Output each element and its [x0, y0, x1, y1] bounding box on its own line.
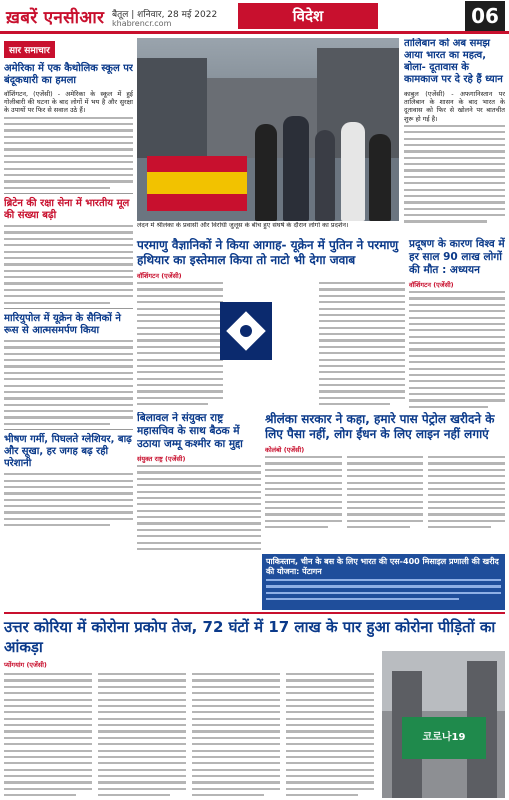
left-text-lines-3	[4, 340, 133, 425]
left-headline-4: भीषण गर्मी, पिघलते ग्लेशियर, बाढ़ और सूखा, हर जगह बढ़ रही परेशानी	[4, 434, 132, 470]
photo-caption: लंदन में श्रीलंका के प्रवासी और विरोधी जुलूस के बीच हुए संघर्ष के दौरान लोगों का प्रदर्शन।	[137, 222, 349, 229]
left-text-lines-2	[4, 225, 133, 304]
bilawal-story	[137, 412, 261, 550]
taliban-headline: तालिबान को अब समझ आया भारत का महत्व, बोला- दूतावास के कामकाज पर दे रहे हैं ध्यान	[404, 38, 503, 85]
pentagon-headline: पाकिस्तान, चीन के बस के लिए भारत की एस-400 मिसाइल प्रणाली की खरीद की योजना: पेंटागन	[266, 557, 499, 576]
bilawal-byline: संयुक्त राष्ट्र (एजेंसी)	[137, 455, 186, 463]
site-url: khabrencr.com	[112, 19, 172, 28]
left-headline-1: अमेरिका में एक कैथोलिक स्कूल पर बंदूकधारी का हमला	[4, 63, 133, 86]
taliban-body: काबुल (एजेंसी) - अफगानिस्तान पर तालिबान के शासन के बाद भारत के दूतावास को फिर से खोलने पर बातचीत शुरू हो गई है।	[404, 90, 505, 123]
pollution-headline: प्रदूषण के कारण विश्व में हर साल 90 लाख लोगों की मौत : अध्ययन	[409, 238, 505, 276]
left-text-lines-4	[4, 473, 133, 526]
pentagon-banner	[262, 554, 505, 610]
sri-lanka-byline: कोलंबो (एजेंसी)	[265, 446, 305, 454]
protest-photo	[137, 38, 399, 221]
north-korea-headline: उत्तर कोरिया में कोरोना प्रकोप तेज, 72 घंटों में 17 लाख के पार हुआ कोरोना पीड़ितों का आंकड़ा	[4, 618, 496, 656]
left-divider	[4, 429, 133, 430]
korea-building-photo	[382, 651, 505, 798]
pentagon-text-lines	[266, 579, 501, 600]
sri-lanka-text-columns	[265, 456, 505, 533]
nato-byline: वॉशिंगटन (एजेंसी)	[137, 272, 182, 280]
sri-lanka-headline: श्रीलंका सरकार ने कहा, हमारे पास पेट्रोल खरीदने के लिए पैसा नहीं, लोग ईंधन के लिए लाइन नहीं लगाएं	[265, 412, 495, 441]
bilawal-text-lines	[137, 465, 261, 550]
left-divider	[4, 308, 133, 309]
bilawal-headline: बिलावल ने संयुक्त राष्ट्र महासचिव के साथ बैठक में उठाया जम्मू कश्मीर का मुद्दा	[137, 412, 243, 450]
left-divider	[4, 193, 133, 194]
nato-headline: परमाणु वैज्ञानिकों ने किया आगाह- यूक्रेन में पुतिन ने परमाणु हथियार का इस्तेमाल किया तो नाटो भी देगा जवाब	[137, 238, 399, 267]
pollution-text-lines	[409, 291, 505, 408]
left-text-lines-1	[4, 117, 133, 189]
section-title: विदेश	[238, 3, 378, 29]
left-body-1: वॉशिंगटन, (एजेंसी) - अमेरिका के स्कूल में हुई गोलीबारी की घटना के बाद लोगों में भय है और सुरक्षा के उपायों पर फिर से सवाल उठे हैं।	[4, 90, 133, 115]
nato-story	[137, 238, 405, 410]
page-header	[0, 0, 509, 34]
north-korea-story	[4, 612, 505, 796]
brief-news-tag: सार समाचार	[4, 41, 55, 58]
nato-star-icon	[220, 302, 272, 360]
pollution-byline: वॉशिंगटन (एजेंसी)	[409, 281, 454, 289]
taliban-text-lines	[404, 125, 505, 223]
sri-lanka-story	[265, 412, 505, 552]
sri-lanka-flag	[147, 156, 247, 211]
dateline: बैतूल | शनिवार, 28 मई 2022	[112, 10, 218, 20]
left-headline-3: मारियुपोल में यूक्रेन के सैनिकों ने रूस से आत्मसमर्पण किया	[4, 312, 121, 336]
taliban-story	[404, 38, 505, 236]
left-headline-2: ब्रिटेन की रक्षा सेना में भारतीय मूल की संख्या बढ़ी	[4, 198, 130, 222]
north-korea-byline: प्योंगयांग (एजेंसी)	[4, 661, 47, 669]
masthead: ख़बरें एनसीआर	[6, 8, 105, 28]
pollution-story	[409, 238, 505, 410]
korea-sign: 코로나19	[402, 717, 486, 759]
brief-news-column	[4, 38, 133, 552]
page-number: 06	[465, 1, 505, 31]
